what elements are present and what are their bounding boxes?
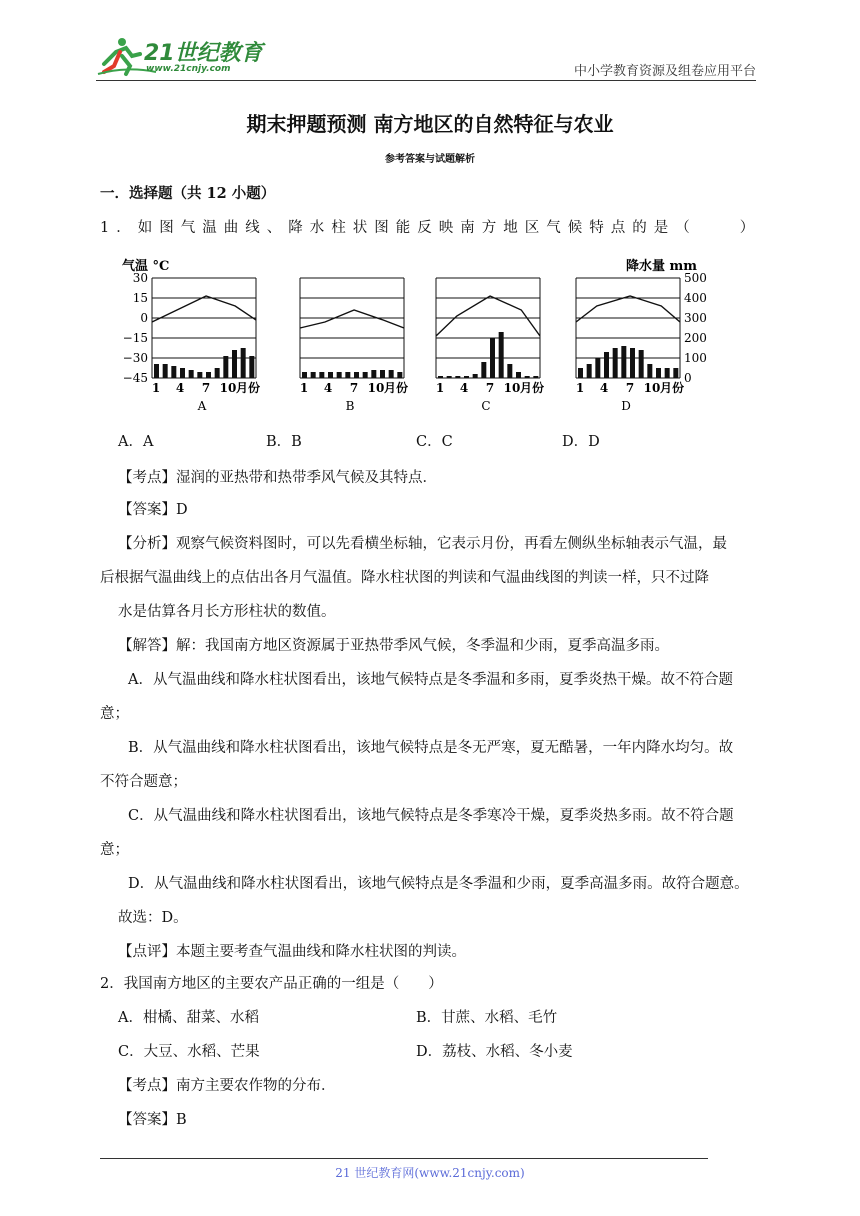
- climate-panel: [300, 278, 408, 412]
- q2-stem: 2．我国南方地区的主要农产品正确的一组是（ ）: [100, 976, 443, 992]
- precip-bar: [345, 372, 350, 378]
- precip-bar: [311, 372, 316, 378]
- x-tick-label: 4: [323, 381, 333, 395]
- q2-option-d: D．荔枝、水稻、冬小麦: [416, 1044, 573, 1060]
- q1-stem: 1．如图气温曲线、降水柱状图能反映南方地区气候特点的是（ ）: [100, 220, 762, 236]
- precip-bar: [389, 370, 394, 378]
- y-right-label: 降水量 mm: [626, 259, 698, 274]
- precip-bar: [613, 348, 618, 378]
- q2-kaodian: 【考点】南方主要农作物的分布．: [118, 1078, 336, 1094]
- q1-option-a: A．A: [118, 434, 154, 450]
- q1-option-d: D．D: [562, 434, 600, 450]
- section-heading: 一．选择题（共 12 小题）: [100, 185, 276, 202]
- precip-bar: [241, 348, 246, 378]
- logo-text: 21世纪教育: [144, 41, 263, 66]
- right-tick: 200: [684, 331, 707, 345]
- climate-charts-svg: [118, 256, 718, 412]
- precip-bar: [397, 372, 402, 378]
- q1-fenxi-line: 后根据气温曲线上的点估出各月气温值。降水柱状图的判读和气温曲线图的判读一样，只不过降: [100, 570, 709, 586]
- x-tick-label: 月份: [235, 381, 261, 395]
- precip-bar: [232, 350, 237, 378]
- x-tick-label: 月份: [519, 381, 545, 395]
- q1-analysis-line: 意；: [100, 842, 129, 858]
- precip-bar: [499, 332, 504, 378]
- precip-bar: [525, 376, 530, 378]
- precip-bar: [447, 376, 452, 378]
- q1-analysis-line: C．从气温曲线和降水柱状图看出，该地气候特点是冬季寒冷干燥，夏季炎热多雨。故不符合题: [128, 808, 734, 824]
- precip-bar: [363, 372, 368, 378]
- climate-panel: [152, 278, 260, 412]
- precip-bar: [249, 356, 254, 378]
- precip-bar: [455, 376, 460, 378]
- precip-bar: [578, 368, 583, 378]
- q1-analysis-line: 不符合题意；: [100, 774, 187, 790]
- precip-bar: [154, 364, 159, 378]
- left-tick: 30: [132, 271, 148, 285]
- precip-bar: [302, 372, 307, 378]
- precip-bar: [639, 350, 644, 378]
- q1-dianping: 【点评】本题主要考查气温曲线和降水柱状图的判读。: [118, 944, 466, 960]
- precip-bar: [473, 374, 478, 378]
- x-tick-label: 10: [219, 381, 237, 395]
- x-tick-label: 7: [201, 381, 211, 395]
- x-tick-label: 10: [503, 381, 521, 395]
- precip-bar: [223, 356, 228, 378]
- q1-option-b: B．B: [266, 434, 302, 450]
- x-tick-label: 1: [435, 381, 445, 395]
- x-tick-label: 4: [175, 381, 185, 395]
- climate-panel: [436, 278, 544, 412]
- right-axis-ticks: [684, 271, 707, 385]
- precip-bar: [438, 376, 443, 378]
- x-tick-label: 1: [299, 381, 309, 395]
- precip-bar: [595, 358, 600, 378]
- climate-panel: [576, 278, 684, 412]
- x-tick-label: 7: [625, 381, 635, 395]
- precip-bar: [621, 346, 626, 378]
- panel-label: D: [621, 399, 631, 412]
- x-tick-label: 月份: [383, 381, 409, 395]
- q1-answer: 【答案】D: [118, 502, 188, 518]
- x-tick-label: 10: [367, 381, 385, 395]
- precip-bar: [587, 364, 592, 378]
- x-tick-label: 1: [575, 381, 585, 395]
- x-tick-label: 1: [151, 381, 161, 395]
- precip-bar: [464, 376, 469, 378]
- left-tick: 0: [140, 311, 148, 325]
- precip-bar: [490, 338, 495, 378]
- logo-url: www.21cnjy.com: [146, 64, 231, 74]
- precip-bar: [180, 368, 185, 378]
- precip-bar: [189, 370, 194, 378]
- q2-option-a: A．柑橘、甜菜、水稻: [118, 1010, 259, 1026]
- temperature-curve: [436, 296, 540, 336]
- precip-bar: [215, 368, 220, 378]
- q1-analysis-line: B．从气温曲线和降水柱状图看出，该地气候特点是冬无严寒，夏无酷暑，一年内降水均匀。故: [128, 740, 734, 756]
- climate-charts-figure: [118, 256, 718, 412]
- precip-bar: [206, 372, 211, 378]
- q2-option-c: C．大豆、水稻、芒果: [118, 1044, 260, 1060]
- left-tick: −15: [122, 331, 148, 345]
- x-tick-label: 7: [485, 381, 495, 395]
- header-platform-text: 中小学教育资源及组卷应用平台: [573, 64, 756, 79]
- right-tick: 100: [684, 351, 707, 365]
- x-tick-label: 10: [643, 381, 661, 395]
- left-tick: −45: [122, 371, 148, 385]
- x-tick-label: 7: [349, 381, 359, 395]
- x-tick-label: 4: [459, 381, 469, 395]
- x-tick-label: 月份: [659, 381, 685, 395]
- precip-bar: [481, 362, 486, 378]
- precip-bar: [673, 368, 678, 378]
- site-logo: [96, 34, 266, 78]
- panel-label: A: [197, 399, 207, 412]
- q2-answer: 【答案】B: [118, 1112, 187, 1128]
- precip-bar: [380, 370, 385, 378]
- panel-label: C: [481, 399, 491, 412]
- precip-bar: [171, 366, 176, 378]
- temperature-curve: [300, 310, 404, 328]
- q1-analysis-line: D．从气温曲线和降水柱状图看出，该地气候特点是冬季温和少雨，夏季高温多雨。故符合题意。: [128, 876, 749, 892]
- x-tick-label: 4: [599, 381, 609, 395]
- precip-bar: [533, 376, 538, 378]
- precip-bar: [630, 348, 635, 378]
- precip-bar: [507, 364, 512, 378]
- precip-bar: [197, 372, 202, 378]
- precip-bar: [371, 370, 376, 378]
- precip-bar: [337, 372, 342, 378]
- left-tick: −30: [122, 351, 148, 365]
- right-tick: 0: [684, 371, 692, 385]
- right-tick: 500: [684, 271, 707, 285]
- q2-option-b: B．甘蔗、水稻、毛竹: [416, 1010, 558, 1026]
- q1-analysis-line: A．从气温曲线和降水柱状图看出，该地气候特点是冬季温和多雨，夏季炎热干燥。故不符合题: [128, 672, 733, 688]
- q1-kaodian: 【考点】湿润的亚热带和热带季风气候及其特点．: [118, 470, 437, 486]
- y-left-label: 气温 °C: [122, 259, 170, 274]
- precip-bar: [328, 372, 333, 378]
- left-tick: 15: [132, 291, 148, 305]
- q1-analysis-line: 故选：D。: [118, 910, 188, 926]
- q1-fenxi-line: 【分析】观察气候资料图时，可以先看横坐标轴，它表示月份，再看左侧纵坐标轴表示气温，最: [118, 536, 727, 552]
- precip-bar: [354, 372, 359, 378]
- footer-divider: [100, 1158, 708, 1159]
- page-title: 期末押题预测 南方地区的自然特征与农业: [246, 112, 614, 136]
- panel-label: B: [345, 399, 355, 412]
- q1-jieda: 【解答】解：我国南方地区资源属于亚热带季风气候，冬季温和少雨，夏季高温多雨。: [118, 638, 669, 654]
- precip-bar: [163, 364, 168, 378]
- footer-text: 21 世纪教育网(www.21cnjy.com): [335, 1166, 525, 1180]
- right-tick: 300: [684, 311, 707, 325]
- precip-bar: [604, 352, 609, 378]
- left-axis-ticks: [123, 271, 148, 385]
- right-tick: 400: [684, 291, 707, 305]
- q1-fenxi-line: 水是估算各月长方形柱状的数值。: [118, 604, 336, 620]
- page-subtitle: 参考答案与试题解析: [385, 154, 475, 165]
- precip-bar: [647, 364, 652, 378]
- q1-analysis-line: 意；: [100, 706, 129, 722]
- precip-bar: [319, 372, 324, 378]
- header-divider: [96, 80, 756, 81]
- precip-bar: [516, 372, 521, 378]
- precip-bar: [665, 368, 670, 378]
- q1-option-c: C．C: [416, 434, 453, 450]
- precip-bar: [656, 368, 661, 378]
